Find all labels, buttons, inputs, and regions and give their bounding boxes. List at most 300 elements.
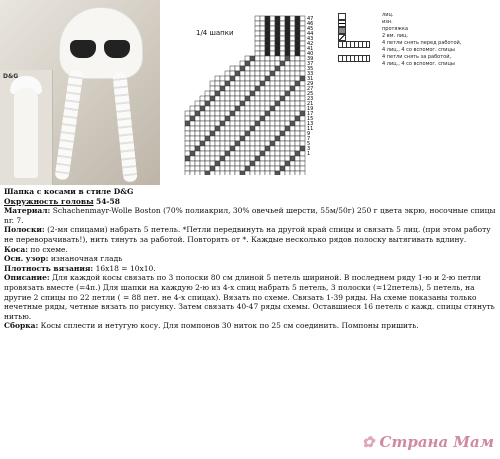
chart-cell — [275, 41, 280, 46]
chart-cell — [255, 116, 260, 121]
chart-cell — [270, 156, 275, 161]
chart-cell — [250, 121, 255, 126]
chart-cell — [240, 141, 245, 146]
chart-cell — [230, 96, 235, 101]
chart-cell — [190, 171, 195, 175]
legend-text: 4 петли снять за работой, — [382, 54, 452, 60]
row-number: 15 — [307, 116, 314, 122]
chart-cell — [290, 91, 295, 96]
chart-cell — [270, 121, 275, 126]
chart-cell — [300, 146, 305, 151]
chart-cell — [285, 81, 290, 86]
chart-cell — [200, 151, 205, 156]
chart-cell — [275, 101, 280, 106]
chart-cell — [280, 126, 285, 131]
chart-cell — [280, 41, 285, 46]
material-line: Материал: Schachenmayr-Wolle Boston (70% полиакрил, 30% овечьей шерсти, 55м/50г) 250 г цвета экрю, носочные спицы nr. 7. — [4, 206, 496, 225]
chart-cell — [250, 171, 255, 175]
chart-cell — [290, 111, 295, 116]
chart-cell — [260, 41, 265, 46]
chart-cell — [210, 136, 215, 141]
chart-cell — [205, 106, 210, 111]
chart-cell — [195, 116, 200, 121]
chart-cell — [210, 116, 215, 121]
chart-cell — [265, 101, 270, 106]
chart-cell — [235, 156, 240, 161]
chart-cell — [235, 146, 240, 151]
chart-cell — [300, 41, 305, 46]
chart-cell — [295, 91, 300, 96]
legend-text: лиц. — [382, 12, 394, 18]
chart-cell — [210, 91, 215, 96]
chart-cell — [290, 156, 295, 161]
chart-cell — [220, 111, 225, 116]
chart-cell — [295, 136, 300, 141]
chart-cell — [190, 131, 195, 136]
chart-cell — [185, 166, 190, 171]
chart-cell — [215, 91, 220, 96]
chart-cell — [270, 86, 275, 91]
chart-cell — [245, 66, 250, 71]
chart-cell — [295, 81, 300, 86]
chart-cell — [255, 126, 260, 131]
chart-cell — [235, 121, 240, 126]
chart-cell — [270, 101, 275, 106]
chart-cell — [220, 161, 225, 166]
chart-cell — [240, 156, 245, 161]
chart-cell — [200, 171, 205, 175]
chart-cell — [260, 56, 265, 61]
chart-cell — [230, 156, 235, 161]
chart-cell — [220, 126, 225, 131]
chart-cell — [285, 16, 290, 21]
chart-cell — [280, 76, 285, 81]
chart-cell — [220, 121, 225, 126]
chart-cell — [240, 81, 245, 86]
chart-cell — [290, 141, 295, 146]
chart-cell — [290, 36, 295, 41]
chart-cell — [225, 171, 230, 175]
chart-cell — [250, 131, 255, 136]
chart-cell — [230, 116, 235, 121]
chart-cell — [255, 61, 260, 66]
legend-text: 4 петли снять перед работой, — [382, 40, 462, 46]
chart-cell — [260, 86, 265, 91]
chart-cell — [235, 161, 240, 166]
chart-cell — [250, 101, 255, 106]
chart-cell — [205, 101, 210, 106]
chart-cell — [230, 151, 235, 156]
chart-cell — [245, 71, 250, 76]
chart-cell — [285, 51, 290, 56]
chart-cell — [275, 131, 280, 136]
chart-cell — [235, 151, 240, 156]
chart-cell — [265, 121, 270, 126]
chart-cell — [295, 51, 300, 56]
chart-cell — [290, 51, 295, 56]
chart-cell — [240, 126, 245, 131]
chart-cell — [245, 121, 250, 126]
chart-cell — [285, 36, 290, 41]
chart-cell — [245, 111, 250, 116]
chart-cell — [290, 96, 295, 101]
chart-cell — [280, 151, 285, 156]
chart-cell — [200, 101, 205, 106]
chart-cell — [295, 76, 300, 81]
chart-cell — [225, 96, 230, 101]
chart-cell — [205, 156, 210, 161]
row-number: 31 — [307, 76, 314, 82]
chart-cell — [290, 131, 295, 136]
chart-cell — [270, 166, 275, 171]
chart-cell — [280, 31, 285, 36]
chart-cell — [285, 121, 290, 126]
chart-cell — [210, 171, 215, 175]
chart-cell — [215, 86, 220, 91]
chart-cell — [270, 111, 275, 116]
chart-cell — [215, 96, 220, 101]
chart-cell — [275, 16, 280, 21]
pattern-title: Шапка с косами в стиле D&G — [4, 187, 134, 196]
chart-cell — [255, 156, 260, 161]
chart-cell — [235, 86, 240, 91]
chart-cell — [295, 106, 300, 111]
chart-cell — [275, 161, 280, 166]
chart-cell — [250, 66, 255, 71]
chart-cell — [245, 171, 250, 175]
chart-cell — [270, 71, 275, 76]
chart-cell — [220, 171, 225, 175]
row-number: 47 — [307, 16, 314, 22]
chart-cell — [220, 141, 225, 146]
chart-cell — [255, 36, 260, 41]
chart-cell — [220, 136, 225, 141]
chart-cell — [275, 81, 280, 86]
chart-cell — [285, 116, 290, 121]
chart-cell — [215, 101, 220, 106]
chart-cell — [280, 136, 285, 141]
chart-cell — [300, 96, 305, 101]
chart-cell — [250, 71, 255, 76]
chart-cell — [270, 16, 275, 21]
chart-cell — [265, 116, 270, 121]
chart-cell — [300, 86, 305, 91]
chart-cell — [300, 76, 305, 81]
assembly-line: Сборка: Косы сплести и нетугую косу. Для помпонов 30 ниток по 25 см соединить. Помпоны пришить. — [4, 321, 419, 331]
chart-cell — [245, 151, 250, 156]
chart-cell — [260, 21, 265, 26]
chart-cell — [215, 156, 220, 161]
row-number: 44 — [307, 31, 314, 37]
chart-cell — [240, 136, 245, 141]
chart-cell — [210, 141, 215, 146]
chart-cell — [255, 96, 260, 101]
chart-cell — [215, 121, 220, 126]
chart-cell — [295, 71, 300, 76]
chart-cell — [210, 101, 215, 106]
chart-cell — [190, 106, 195, 111]
chart-cell — [285, 26, 290, 31]
chart-cell — [295, 66, 300, 71]
chart-cell — [195, 166, 200, 171]
chart-cell — [275, 86, 280, 91]
chart-cell — [210, 166, 215, 171]
chart-cell — [255, 51, 260, 56]
chart-cell — [280, 56, 285, 61]
chart-cell — [235, 81, 240, 86]
chart-cell — [265, 46, 270, 51]
chart-cell — [235, 116, 240, 121]
row-number: 40 — [307, 51, 314, 57]
chart-cell — [210, 106, 215, 111]
chart-cell — [290, 161, 295, 166]
chart-cell — [185, 131, 190, 136]
chart-cell — [300, 126, 305, 131]
chart-cell — [300, 31, 305, 36]
chart-cell — [265, 166, 270, 171]
chart-cell — [275, 31, 280, 36]
chart-cell — [220, 166, 225, 171]
chart-cell — [290, 171, 295, 175]
chart-cell — [285, 141, 290, 146]
chart-cell — [200, 156, 205, 161]
chart-cell — [195, 151, 200, 156]
chart-cell — [270, 66, 275, 71]
chart-cell — [285, 166, 290, 171]
brand-label: D&G — [3, 73, 19, 80]
chart-cell — [275, 166, 280, 171]
chart-cell — [255, 56, 260, 61]
chart-cell — [210, 96, 215, 101]
chart-cell — [250, 96, 255, 101]
description-line: Описание: Для каждой косы связать по 3 полоски 80 см длиной 5 петель шириной. В последнем ряду 1-ю и 2-ю петли провязать вместе (=4п.) Для шапки на каждую 2-ю из 4-х спиц набрать 5 петель, 3 полоски (=12петель), 5 петель, на другие 2 спицы по 22 петли ( = 88 пет. не 4-х спицах). Вязать по схеме. Связать 1-39 ряды. На схеме показаны только нечетные ряды, четные вязать по рисунку. Затем связать 40-47 ряды схемы. Оставшиеся 16 петель с кажд. спицы стянуть нитью. — [4, 273, 495, 321]
chart-cell — [255, 151, 260, 156]
chart-cell — [240, 91, 245, 96]
legend-text: 2 вм. лиц. — [382, 33, 409, 39]
chart-cell — [205, 141, 210, 146]
chart-cell — [230, 146, 235, 151]
chart-cell — [290, 151, 295, 156]
chart-cell — [210, 161, 215, 166]
chart-cell — [200, 96, 205, 101]
chart-cell — [220, 151, 225, 156]
chart-cell — [250, 166, 255, 171]
chart-cell — [225, 131, 230, 136]
chart-cell — [265, 106, 270, 111]
chart-cell — [190, 151, 195, 156]
chart-cell — [260, 16, 265, 21]
site-watermark: ✿ Страна Мам — [361, 433, 494, 451]
row-number: 29 — [307, 81, 314, 87]
chart-cell — [265, 56, 270, 61]
row-number: 37 — [307, 61, 314, 67]
chart-cell — [270, 96, 275, 101]
row-number: 46 — [307, 21, 314, 27]
chart-cell — [230, 76, 235, 81]
chart-cell — [285, 21, 290, 26]
chart-cell — [295, 141, 300, 146]
chart-cell — [255, 31, 260, 36]
chart-cell — [275, 96, 280, 101]
chart-cell — [260, 36, 265, 41]
chart-cell — [275, 71, 280, 76]
chart-cell — [230, 131, 235, 136]
decrease-square-icon — [338, 34, 346, 41]
row-number: 11 — [307, 126, 314, 132]
chart-cell — [275, 126, 280, 131]
knitting-chart — [180, 10, 340, 175]
row-number: 1 — [307, 151, 311, 157]
chart-cell — [235, 71, 240, 76]
chart-cell — [285, 71, 290, 76]
chart-cell — [225, 121, 230, 126]
shaded-square-icon — [338, 27, 346, 34]
chart-cell — [225, 81, 230, 86]
chart-cell — [275, 51, 280, 56]
chart-cell — [225, 141, 230, 146]
chart-cell — [265, 126, 270, 131]
chart-cell — [295, 131, 300, 136]
legend-item — [338, 27, 498, 34]
chart-cell — [295, 171, 300, 175]
chart-cell — [265, 41, 270, 46]
chart-cell — [250, 116, 255, 121]
chart-cell — [235, 106, 240, 111]
chart-cell — [300, 81, 305, 86]
chart-cell — [270, 106, 275, 111]
chart-cell — [245, 91, 250, 96]
chart-cell — [195, 126, 200, 131]
chart-cell — [255, 26, 260, 31]
chart-cell — [240, 121, 245, 126]
chart-cell — [225, 126, 230, 131]
chart-cell — [275, 116, 280, 121]
chart-cell — [225, 106, 230, 111]
chart-cell — [200, 146, 205, 151]
chart-cell — [215, 131, 220, 136]
chart-cell — [295, 121, 300, 126]
cable-left-icon — [338, 41, 370, 48]
row-number: 3 — [307, 146, 311, 152]
chart-cell — [270, 91, 275, 96]
chart-cell — [295, 101, 300, 106]
chart-cell — [270, 171, 275, 175]
legend-text: изн. — [382, 19, 393, 25]
chart-cell — [220, 91, 225, 96]
chart-cell — [280, 26, 285, 31]
chart-cell — [255, 171, 260, 175]
chart-cell — [250, 141, 255, 146]
row-number: 39 — [307, 56, 314, 62]
chart-cell — [200, 131, 205, 136]
chart-cell — [280, 116, 285, 121]
chart-cell — [295, 31, 300, 36]
chart-cell — [275, 121, 280, 126]
chart-cell — [260, 46, 265, 51]
chart-cell — [290, 116, 295, 121]
chart-cell — [230, 126, 235, 131]
chart-cell — [285, 96, 290, 101]
chart-cell — [290, 26, 295, 31]
row-number: 35 — [307, 66, 314, 72]
chart-cell — [245, 146, 250, 151]
chart-cell — [300, 131, 305, 136]
chart-cell — [265, 156, 270, 161]
chart-cell — [225, 156, 230, 161]
chart-cell — [220, 76, 225, 81]
legend-text: 4 лиц., 4 со вспомог. спицы — [382, 61, 455, 67]
chart-cell — [240, 166, 245, 171]
chart-cell — [255, 86, 260, 91]
chart-cell — [200, 111, 205, 116]
chart-cell — [240, 111, 245, 116]
row-number: 13 — [307, 121, 314, 127]
stripes-line: Полоски: (2-мя спицами) набрать 5 петель. *Петли передвинуть на другой край спицы и связать 5 лиц. (при этом работу не переворачивать!), нить тянуть за работой. Повторять от *. Каждые несколько рядов полоску вытягивать вдлину. — [4, 225, 491, 244]
chart-cell — [260, 121, 265, 126]
chart-cell — [275, 111, 280, 116]
chart-cell — [265, 161, 270, 166]
chart-cell — [295, 16, 300, 21]
chart-cell — [210, 81, 215, 86]
chart-cell — [220, 96, 225, 101]
chart-cell — [235, 91, 240, 96]
chart-cell — [230, 161, 235, 166]
row-number: 7 — [307, 136, 311, 142]
chart-cell — [265, 86, 270, 91]
chart-cell — [245, 156, 250, 161]
model-inset-image — [0, 70, 53, 185]
chart-cell — [250, 56, 255, 61]
chart-cell — [285, 151, 290, 156]
chart-cell — [235, 131, 240, 136]
chart-cell — [235, 166, 240, 171]
chart-cell — [205, 146, 210, 151]
chart-cell — [185, 121, 190, 126]
chart-cell — [245, 141, 250, 146]
chart-cell — [270, 81, 275, 86]
gauge-line: Плотность вязания: 16x18 = 10x10. — [4, 263, 156, 273]
chart-cell — [300, 16, 305, 21]
chart-cell — [275, 66, 280, 71]
chart-cell — [280, 61, 285, 66]
row-number: 45 — [307, 26, 314, 32]
chart-cell — [270, 136, 275, 141]
chart-cell — [280, 36, 285, 41]
chart-cell — [215, 116, 220, 121]
chart-cell — [290, 81, 295, 86]
chart-cell — [290, 66, 295, 71]
chart-cell — [220, 116, 225, 121]
row-number: 17 — [307, 111, 314, 117]
chart-cell — [265, 146, 270, 151]
chart-cell — [265, 21, 270, 26]
chart-cell — [295, 36, 300, 41]
chart-cell — [230, 171, 235, 175]
row-number: 41 — [307, 46, 314, 52]
row-number: 25 — [307, 91, 314, 97]
chart-cell — [265, 76, 270, 81]
chart-cell — [300, 121, 305, 126]
chart-cell — [295, 111, 300, 116]
chart-cell — [295, 56, 300, 61]
chart-cell — [255, 131, 260, 136]
chart-cell — [300, 141, 305, 146]
chart-cell — [215, 166, 220, 171]
chart-cell — [190, 136, 195, 141]
chart-cell — [260, 166, 265, 171]
chart-cell — [210, 151, 215, 156]
braid-line: Коса: по схеме. — [4, 244, 68, 254]
